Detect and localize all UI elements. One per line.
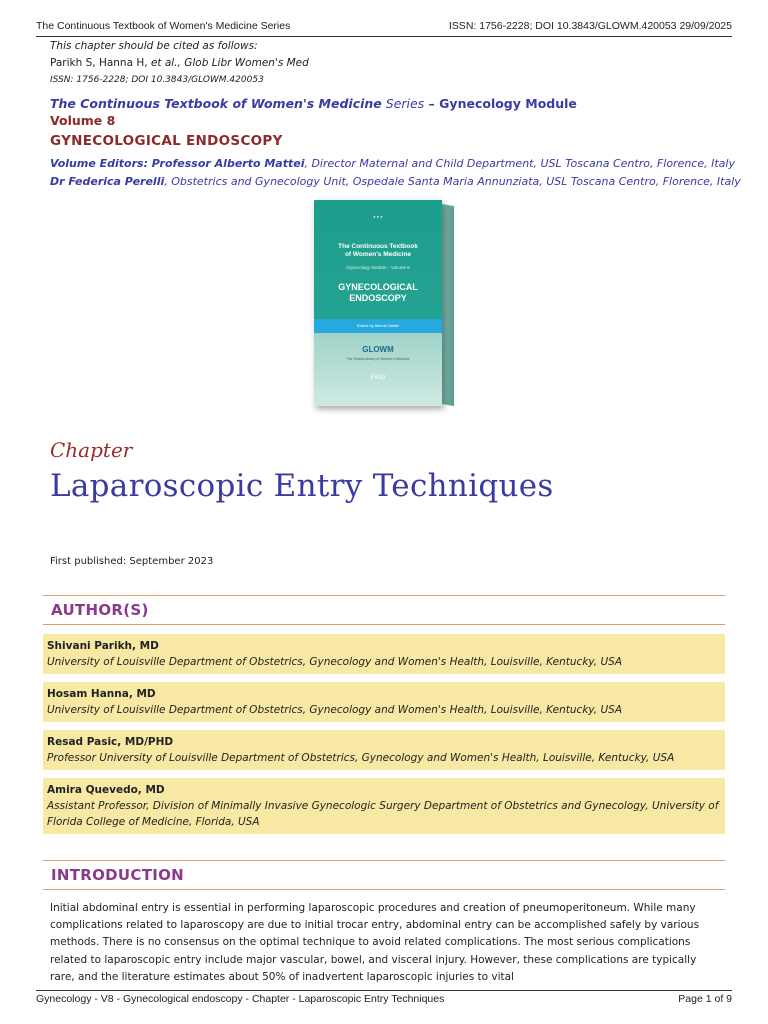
author-card xyxy=(43,634,725,674)
author-card xyxy=(43,778,725,834)
author-affiliation: University of Louisville Department of Obstetrics, Gynecology and Women's Health, Louisville, Kentucky, USA xyxy=(47,656,623,668)
cover-topic-1: GYNECOLOGICAL xyxy=(338,282,418,292)
series-word: Series xyxy=(381,96,425,111)
cover-title-2: of Women's Medicine xyxy=(344,251,412,258)
citation-issn: ISSN: 1756-2228; DOI 10.3843/GLOWM.420053 xyxy=(50,75,264,85)
editor1-affiliation: , Director Maternal and Child Department, USL Toscana Centro, Florence, Italy xyxy=(304,157,735,170)
citation-etal: et al., Glob Libr Women's Med xyxy=(150,57,309,69)
cover-figo-logo: FIGO xyxy=(370,375,386,381)
author-card xyxy=(43,682,725,722)
authors-heading: AUTHOR(S) xyxy=(51,601,149,619)
cover-title-1: The Continuous Textbook xyxy=(338,243,418,250)
author-affiliation: Professor University of Louisville Department of Obstetrics, Gynecology and Women's Health, Louisville, Kentucky, USA xyxy=(47,752,675,764)
author-affiliation: University of Louisville Department of Obstetrics, Gynecology and Women's Health, Louisville, Kentucky, USA xyxy=(47,704,623,716)
series-module: – Gynecology Module xyxy=(424,96,577,111)
introduction-section-header xyxy=(43,860,725,890)
volume-editors xyxy=(50,155,741,191)
author-name: Resad Pasic, MD/PHD xyxy=(47,736,174,748)
cover-top-logos: ● ● ● xyxy=(373,214,383,219)
citation-intro: This chapter should be cited as follows: xyxy=(50,40,258,52)
series-name: The Continuous Textbook of Women's Medicine xyxy=(50,96,382,111)
author-affiliation: Assistant Professor, Division of Minimally Invasive Gynecologic Surgery Department of Obstetrics and Gynecology, University of Florida College of Medicine, Florida, USA xyxy=(47,800,719,828)
author-card xyxy=(43,730,725,770)
authors-section-header xyxy=(43,595,725,625)
header-series-title: The Continuous Textbook of Women's Medicine Series xyxy=(36,20,291,32)
footer-breadcrumb: Gynecology - V8 - Gynecological endoscopy - Chapter - Laparoscopic Entry Techniques xyxy=(36,993,445,1005)
book-cover xyxy=(314,200,442,406)
editor2-name: Dr Federica Perelli xyxy=(50,175,165,188)
citation-line xyxy=(50,55,309,72)
author-name: Amira Quevedo, MD xyxy=(47,784,165,796)
first-published: First published: September 2023 xyxy=(50,556,214,567)
cover-band xyxy=(314,319,442,333)
editor2-affiliation: , Obstetrics and Gynecology Unit, Ospedale Santa Maria Annunziata, USL Toscana Centro, Florence, Italy xyxy=(164,175,741,188)
author-name: Shivani Parikh, MD xyxy=(47,640,159,652)
introduction-heading: INTRODUCTION xyxy=(51,866,185,884)
header-issn: ISSN: 1756-2228; DOI 10.3843/GLOWM.420053 29/09/2025 xyxy=(448,20,732,32)
cover-module: Gynecology Module – Volume 8 xyxy=(346,265,410,270)
citation-block xyxy=(50,38,309,89)
cover-lower xyxy=(314,333,442,406)
cover-glowm-sub: The Global Library of Women's Medicine xyxy=(346,357,410,361)
module-topic: GYNECOLOGICAL ENDOSCOPY xyxy=(50,133,283,149)
chapter-title: Laparoscopic Entry Techniques xyxy=(50,468,554,504)
cover-glowm-logo: GLOWM xyxy=(362,345,394,354)
citation-authors: Parikh S, Hanna H, xyxy=(50,57,151,69)
author-name: Hosam Hanna, MD xyxy=(47,688,156,700)
book-spine xyxy=(442,204,454,406)
chapter-label: Chapter xyxy=(50,438,133,462)
editor1-name: Volume Editors: Professor Alberto Mattei xyxy=(50,157,305,170)
book-cover-image xyxy=(314,200,442,406)
series-line xyxy=(50,95,577,113)
cover-topic-2: ENDOSCOPY xyxy=(349,293,407,303)
page-number: Page 1 of 9 xyxy=(678,993,732,1005)
volume-label: Volume 8 xyxy=(50,113,116,128)
introduction-text: Initial abdominal entry is essential in performing laparoscopic procedures and creation of pneumoperitoneum. While many complications related to laparoscopy are due to initial trocar entry, abdominal entry can be accomplished safely by various methods. There is no consensus on the optimal technique to avoid related complications. The most serious complications related to laparoscopic entry include major vascular, bowel, and visceral injury. However, these complications are typically rare, and the literature estimates about 50% of inadvertent laparoscopic injuries to vital xyxy=(50,902,700,983)
page-footer xyxy=(36,990,732,1005)
cover-band-text: Edited by Alberto Mattei xyxy=(356,323,400,328)
page-header xyxy=(36,18,732,37)
